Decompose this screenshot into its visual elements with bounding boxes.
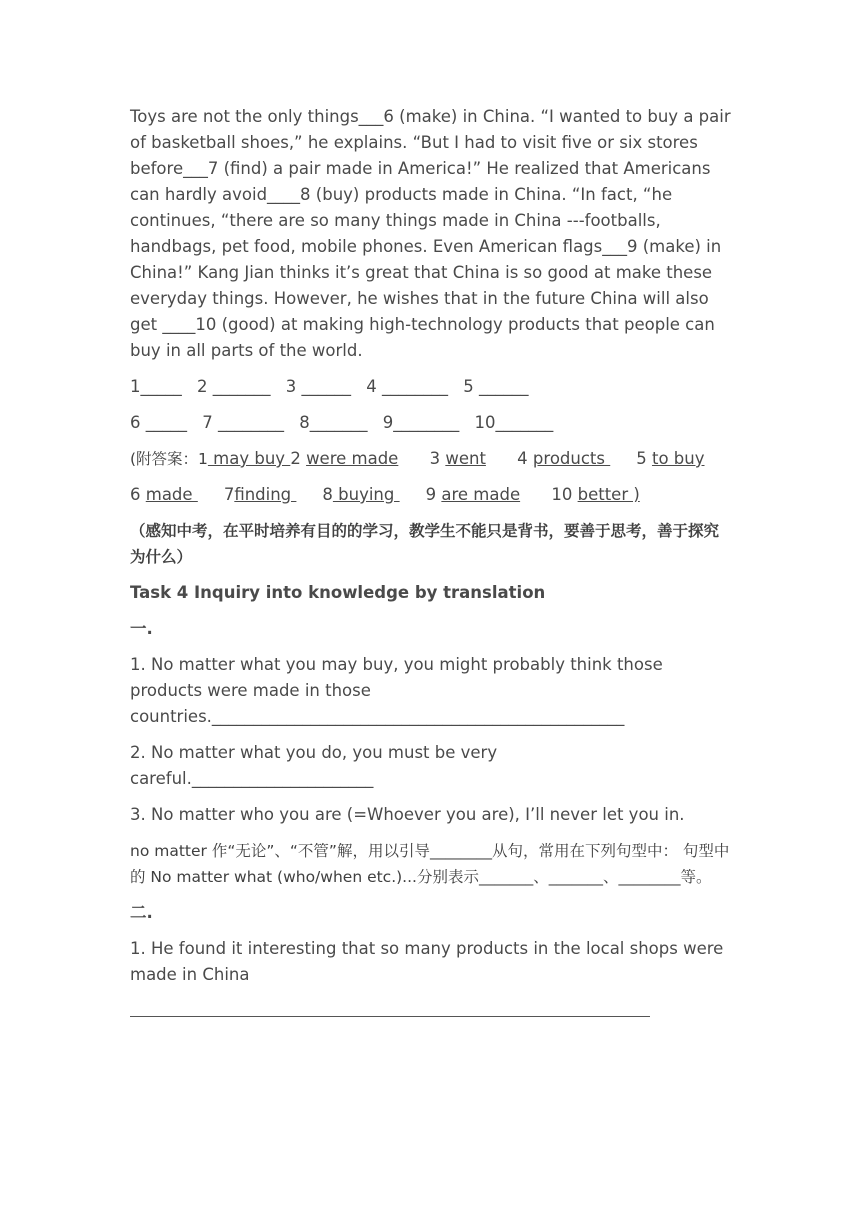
answer-num-5: 5 <box>636 449 652 468</box>
answer-num-2: 2 <box>290 449 307 468</box>
answer-4: products <box>532 449 611 468</box>
answer-1: may buy <box>207 449 291 468</box>
answer-7: finding <box>234 485 297 504</box>
section-two-heading: 二. <box>130 903 153 922</box>
answer-num-9: 9 <box>425 485 442 504</box>
blank-9: 9________ <box>382 413 460 432</box>
section-one-heading: 一. <box>130 619 153 638</box>
answer-key-line-2 <box>130 482 732 508</box>
section-one-item-1: 1. No matter what you may buy, you might probably think those products were made in those countries.__________________________________________________ <box>130 655 663 726</box>
answer-3: went <box>445 449 486 468</box>
document-page <box>130 104 732 1017</box>
blank-row-1 <box>130 374 732 400</box>
answer-prefix: (附答案：1 <box>130 450 208 468</box>
section-one-item-2: 2. No matter what you do, you must be very careful.______________________ <box>130 743 498 788</box>
section-one-item-3: 3. No matter who you are (=Whoever you are), I’ll never let you in. <box>130 805 685 824</box>
answer-10: better ) <box>577 485 640 504</box>
section-two-item-1: 1. He found it interesting that so many products in the local shops were made in China <box>130 939 724 984</box>
blank-6: 6 _____ <box>130 413 187 432</box>
answer-num-8: 8 <box>322 485 333 504</box>
blank-2: 2 _______ <box>197 377 271 396</box>
grammar-note: no matter 作“无论”、“不管”解，用以引导________从句，常用在下列句型中： 句型中的 No matter what (who/when etc.)...分别表示_______、_______、________等。 <box>130 842 730 886</box>
answer-num-7: 7 <box>223 485 235 504</box>
blank-1: 1_____ <box>130 377 182 396</box>
reading-passage: Toys are not the only things___6 (make) in China. “I wanted to buy a pair of basketball shoes,” he explains. “But I had to visit five or six stores before___7 (find) a pair made in America!” He realized that Americans can hardly avoid____8 (buy) products made in China. “In fact, “he continues, “there are so many things made in China ---footballs, handbags, pet food, mobile phones. Even American flags___9 (make) in China!” Kang Jian thinks it’s great that China is so good at make these everyday things. However, he wishes that in the future China will also get ____10 (good) at making high-technology products that people can buy in all parts of the world. <box>130 107 731 360</box>
blank-5: 5 ______ <box>463 377 529 396</box>
answer-num-10: 10 <box>551 485 578 504</box>
teaching-note: （感知中考，在平时培养有目的的学习，教学生不能只是背书，要善于思考，善于探究为什么） <box>130 522 720 566</box>
task4-title: Task 4 Inquiry into knowledge by translation <box>130 583 546 602</box>
answer-9: are made <box>441 485 521 504</box>
blank-10: 10_______ <box>474 413 554 432</box>
answer-key-line-1 <box>130 446 732 472</box>
answer-6: made <box>145 485 198 504</box>
blank-8: 8_______ <box>299 413 368 432</box>
answer-5: to buy <box>651 449 705 468</box>
answer-8: buying <box>332 485 400 504</box>
blank-row-2 <box>130 410 732 436</box>
answer-line <box>130 998 650 1017</box>
answer-num-3: 3 <box>429 449 446 468</box>
answer-num-4: 4 <box>517 449 533 468</box>
answer-num-6: 6 <box>130 485 146 504</box>
blank-4: 4 ________ <box>366 377 448 396</box>
blank-3: 3 ______ <box>285 377 351 396</box>
blank-7: 7 ________ <box>202 413 284 432</box>
answer-2: were made <box>306 449 399 468</box>
